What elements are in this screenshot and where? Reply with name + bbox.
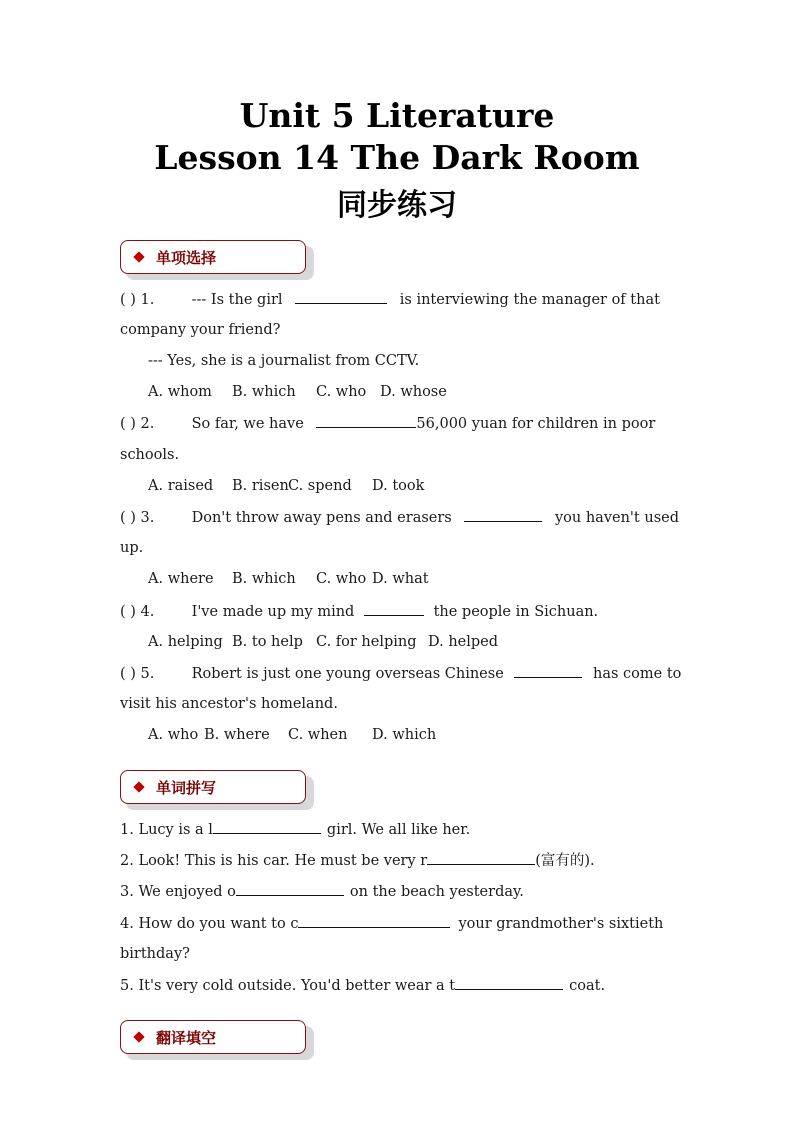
- option-d[interactable]: D. helped: [428, 634, 499, 650]
- question-2-line-1: ( ) 2. So far, we have 56,000 yuan for children in poor: [120, 413, 674, 434]
- answer-blank[interactable]: [427, 850, 535, 865]
- option-d[interactable]: D. took: [372, 478, 425, 494]
- question-5-line-1: ( ) 5. Robert is just one young overseas Chinese has come to: [120, 663, 674, 684]
- answer-blank[interactable]: [295, 289, 387, 304]
- option-a[interactable]: A. where: [148, 571, 214, 587]
- diamond-icon: [133, 781, 144, 792]
- option-a[interactable]: A. whom: [148, 384, 212, 400]
- title-line-1: Unit 5 Literature: [239, 96, 555, 135]
- question-5-line-2: visit his ancestor's homeland.: [120, 696, 338, 712]
- diamond-icon: [133, 1031, 144, 1042]
- spelling-4-line-1: 4. How do you want to c your grandmother's sixtieth: [120, 913, 674, 934]
- answer-blank[interactable]: [316, 413, 416, 428]
- question-3-line-1: ( ) 3. Don't throw away pens and erasers you haven't used: [120, 507, 674, 528]
- question-1-options: [148, 382, 674, 402]
- answer-blank[interactable]: [236, 881, 344, 896]
- question-3-line-2: up.: [120, 540, 144, 556]
- answer-blank[interactable]: [213, 819, 321, 834]
- section-header-multiple-choice: [120, 240, 320, 286]
- option-d[interactable]: D. what: [372, 571, 429, 587]
- option-a[interactable]: A. helping: [148, 634, 223, 650]
- option-c[interactable]: C. who: [316, 571, 367, 587]
- section-label: 单项选择: [156, 249, 217, 267]
- question-3-options: [148, 569, 674, 589]
- option-c[interactable]: C. spend: [288, 478, 352, 494]
- section-header-translation: [120, 1020, 320, 1066]
- option-d[interactable]: D. which: [372, 727, 437, 743]
- answer-blank[interactable]: [298, 913, 450, 928]
- option-b[interactable]: B. which: [232, 384, 296, 400]
- spelling-4-line-2: birthday?: [120, 946, 190, 962]
- option-b[interactable]: B. to help: [232, 634, 303, 650]
- question-1-line-3: --- Yes, she is a journalist from CCTV.: [148, 353, 420, 369]
- diamond-icon: [133, 251, 144, 262]
- answer-blank[interactable]: [514, 663, 582, 678]
- question-2-line-2: schools.: [120, 447, 180, 463]
- spelling-2: 2. Look! This is his car. He must be very r (富有的).: [120, 850, 674, 871]
- option-b[interactable]: B. which: [232, 571, 296, 587]
- option-a[interactable]: A. raised: [148, 478, 214, 494]
- question-5-options: [148, 725, 674, 745]
- answer-blank[interactable]: [464, 507, 542, 522]
- spelling-5: 5. It's very cold outside. You'd better wear a t coat.: [120, 975, 674, 996]
- question-1-line-2: company your friend?: [120, 322, 281, 338]
- answer-blank[interactable]: [364, 601, 424, 616]
- option-c[interactable]: C. for helping: [316, 634, 417, 650]
- question-1-line-1: ( ) 1. --- Is the girl is interviewing the manager of that: [120, 289, 674, 310]
- question-4-line-1: ( ) 4. I've made up my mind the people in Sichuan.: [120, 601, 674, 622]
- option-c[interactable]: C. who: [316, 384, 367, 400]
- title-line-3: 同步练习: [337, 188, 457, 223]
- spelling-3: 3. We enjoyed o on the beach yesterday.: [120, 881, 674, 902]
- option-b[interactable]: B. where: [204, 727, 270, 743]
- option-c[interactable]: C. when: [288, 727, 348, 743]
- title-line-2: Lesson 14 The Dark Room: [154, 138, 640, 177]
- section-label: 单词拼写: [156, 779, 217, 797]
- section-header-spelling: [120, 770, 320, 816]
- spelling-1: 1. Lucy is a l girl. We all like her.: [120, 819, 674, 840]
- question-2-options: [148, 476, 674, 496]
- option-d[interactable]: D. whose: [380, 384, 447, 400]
- option-b[interactable]: B. risen: [232, 478, 289, 494]
- answer-blank[interactable]: [455, 975, 563, 990]
- question-4-options: [148, 632, 674, 652]
- section-label: 翻译填空: [156, 1029, 217, 1047]
- option-a[interactable]: A. who: [148, 727, 199, 743]
